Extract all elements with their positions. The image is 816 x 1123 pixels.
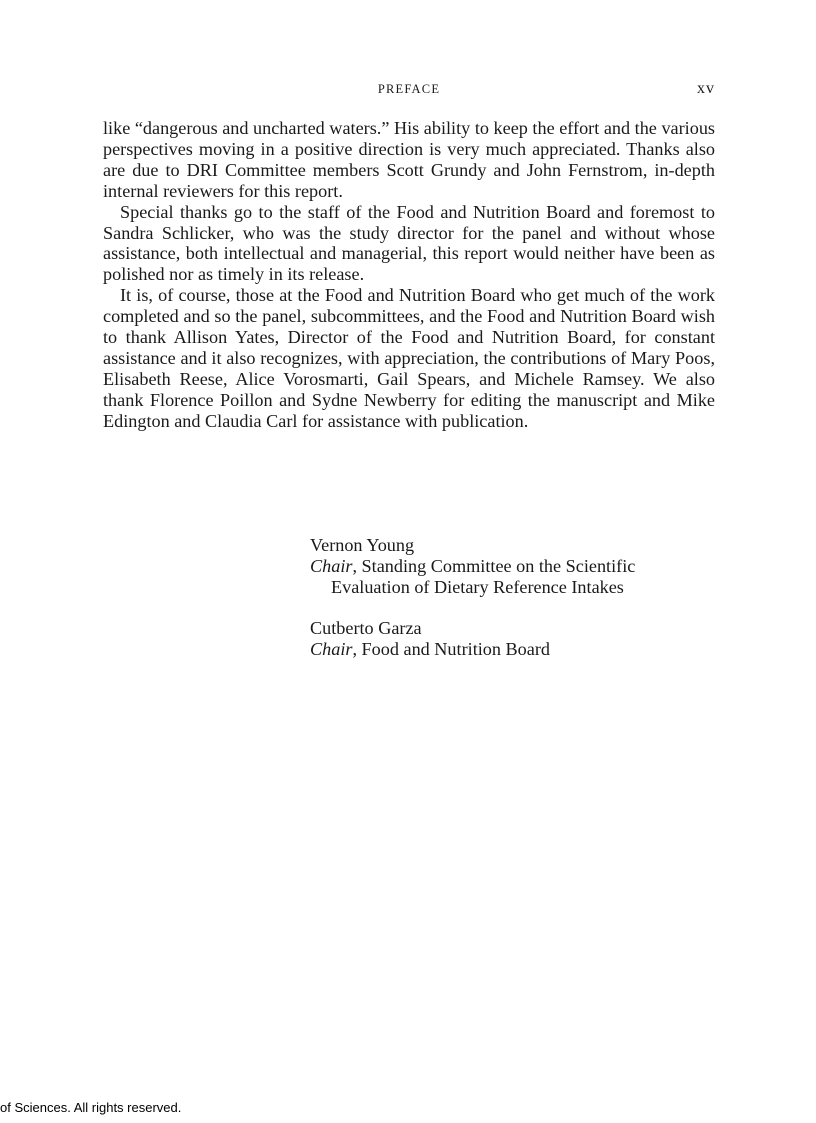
signatory-name: Vernon Young xyxy=(310,535,415,555)
signatory-role: Chair xyxy=(310,555,353,576)
paragraph-1: like “dangerous and uncharted waters.” His ability to keep the effort and the various perspectives moving in a positive direction is very much appreciated. Thanks also are due to DRI Committee members Scott Grundy and John Fernstrom, in-depth internal reviewers for this report. xyxy=(103,118,715,201)
signatory-title-text: , Food and Nutrition Board xyxy=(352,638,550,659)
signature-cutberto-garza xyxy=(310,618,720,660)
signatory-title xyxy=(310,556,720,577)
signatory-title xyxy=(310,639,720,660)
signatory-name: Cutberto Garza xyxy=(310,618,422,638)
running-head xyxy=(103,82,715,100)
signatory-title-continued: Evaluation of Dietary Reference Intakes xyxy=(331,576,624,597)
copyright-notice: of Sciences. All rights reserved. xyxy=(0,1100,182,1115)
preface-body xyxy=(103,118,715,432)
paragraph-3: It is, of course, those at the Food and Nutrition Board who get much of the work completed and so the panel, subcommittees, and the Food and Nutrition Board wish to thank Allison Yates, Director of the Food and Nutrition Board, for constant assistance and it also recognizes, with appreciation, the contributions of Mary Poos, Elisabeth Reese, Alice Vorosmarti, Gail Spears, and Michele Ramsey. We also thank Florence Poillon and Sydne Newberry for editing the manuscript and Mike Edington and Claudia Carl for assistance with publication. xyxy=(103,285,715,431)
signature-vernon-young xyxy=(310,535,720,598)
paragraph-2: Special thanks go to the staff of the Food and Nutrition Board and foremost to Sandra Schlicker, who was the study director for the panel and without whose assistance, both intellectual and managerial, this report would neither have been as polished nor as timely in its release. xyxy=(103,201,715,285)
signatory-role: Chair xyxy=(310,638,353,659)
signatory-title-text: , Standing Committee on the Scientific xyxy=(352,555,636,576)
running-title: PREFACE xyxy=(377,82,441,96)
page-number: xv xyxy=(697,80,715,97)
